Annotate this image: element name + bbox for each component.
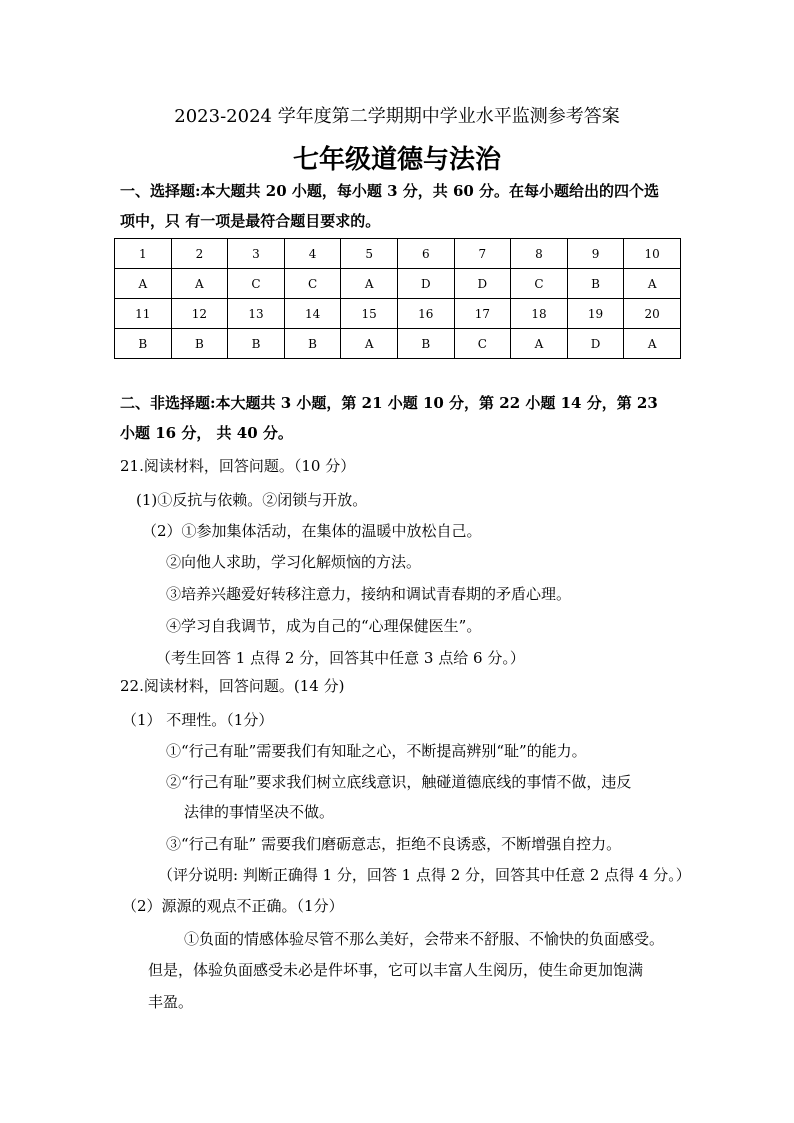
table-cell: B: [567, 269, 624, 299]
q22-answer-1b-cont: 法律的事情坚决不做。: [184, 803, 335, 821]
q22-answer-1: （1） 不理性。（1分）: [122, 711, 274, 729]
section2-heading-cont: 小题 16 分， 共 40 分。: [120, 424, 293, 442]
table-cell: A: [624, 329, 681, 359]
table-cell: A: [511, 329, 568, 359]
section1-heading: 一、选择题:本大题共 20 小题，每小题 3 分，共 60 分。在每小题给出的四个选: [120, 182, 660, 200]
table-cell: A: [171, 269, 228, 299]
table-cell: 18: [511, 299, 568, 329]
table-cell: C: [228, 269, 285, 299]
table-cell: B: [171, 329, 228, 359]
table-cell: D: [397, 269, 454, 299]
table-cell: 8: [511, 239, 568, 269]
table-cell: 14: [284, 299, 341, 329]
table-cell: A: [341, 329, 398, 359]
table-cell: B: [284, 329, 341, 359]
table-cell: 1: [115, 239, 172, 269]
q22-answer-2a: ①负面的情感体验尽管不那么美好，会带来不舒服、不愉快的负面感受。: [184, 930, 665, 948]
table-cell: 17: [454, 299, 511, 329]
q21-answer-1: (1)①反抗与依赖。②闭锁与开放。: [136, 491, 368, 509]
table-cell: 20: [624, 299, 681, 329]
exam-title: 2023-2024 学年度第二学期期中学业水平监测参考答案: [174, 106, 620, 127]
table-cell: C: [284, 269, 341, 299]
q22-title: 22.阅读材料，回答问题。(14 分): [120, 677, 345, 695]
table-cell: 3: [228, 239, 285, 269]
table-cell: B: [397, 329, 454, 359]
table-row: [115, 329, 681, 359]
table-cell: 12: [171, 299, 228, 329]
table-cell: B: [228, 329, 285, 359]
q22-answer-2a-cont: 但是，体验负面感受未必是件坏事，它可以丰富人生阅历，使生命更加饱满: [148, 961, 644, 979]
q22-answer-1a: ①“行己有耻”需要我们有知耻之心，不断提高辨别“耻”的能力。: [166, 742, 587, 760]
table-cell: A: [115, 269, 172, 299]
table-cell: C: [454, 329, 511, 359]
table-row: [115, 239, 681, 269]
q22-answer-1c: ③“行己有耻” 需要我们磨砺意志，拒绝不良诱惑，不断增强自控力。: [166, 835, 622, 853]
table-cell: 6: [397, 239, 454, 269]
section1-heading-cont: 项中，只 有一项是最符合题目要求的。: [120, 212, 381, 230]
table-cell: A: [624, 269, 681, 299]
table-cell: D: [454, 269, 511, 299]
table-cell: 4: [284, 239, 341, 269]
q22-answer-2a-end: 丰盈。: [148, 993, 194, 1011]
subject-title: 七年级道德与法治: [292, 145, 501, 175]
table-cell: B: [115, 329, 172, 359]
q22-answer-2: （2）源源的观点不正确。（1分）: [122, 897, 344, 915]
q21-title: 21.阅读材料，回答问题。（10 分）: [120, 457, 356, 475]
table-cell: 16: [397, 299, 454, 329]
table-cell: D: [567, 329, 624, 359]
table-cell: 9: [567, 239, 624, 269]
q22-answer-1b: ②“行己有耻”要求我们树立底线意识，触碰道德底线的事情不做，违反: [166, 773, 632, 791]
section2-heading: 二、非选择题:本大题共 3 小题，第 21 小题 10 分，第 22 小题 14 分，第 23: [120, 394, 658, 412]
q21-answer-2c: ③培养兴趣爱好转移注意力，接纳和调试青春期的矛盾心理。: [166, 585, 572, 603]
q21-answer-2b: ②向他人求助，学习化解烦恼的方法。: [166, 553, 422, 571]
table-cell: 19: [567, 299, 624, 329]
table-row: [115, 299, 681, 329]
q21-scoring-note: （考生回答 1 点得 2 分，回答其中任意 3 点给 6 分。）: [156, 649, 525, 667]
q21-answer-2d: ④学习自我调节，成为自己的“心理保健医生”。: [166, 617, 482, 635]
table-cell: 7: [454, 239, 511, 269]
table-cell: C: [511, 269, 568, 299]
table-cell: 11: [115, 299, 172, 329]
table-cell: 5: [341, 239, 398, 269]
table-row: [115, 269, 681, 299]
table-cell: 15: [341, 299, 398, 329]
table-cell: A: [341, 269, 398, 299]
table-cell: 2: [171, 239, 228, 269]
answer-table: [114, 238, 681, 359]
q22-scoring-note: （评分说明: 判断正确得 1 分，回答 1 点得 2 分，回答其中任意 2 点得 4 分。）: [158, 866, 691, 884]
table-cell: 10: [624, 239, 681, 269]
q21-answer-2: （2）①参加集体活动，在集体的温暖中放松自己。: [142, 522, 482, 540]
table-cell: 13: [228, 299, 285, 329]
